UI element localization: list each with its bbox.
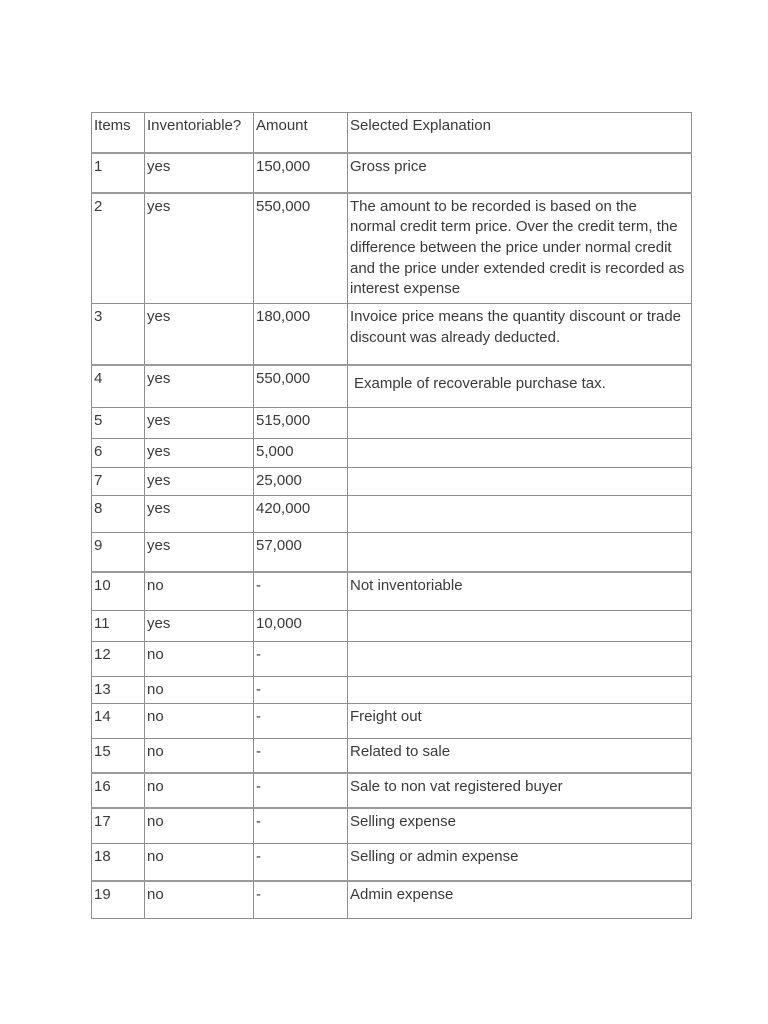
table-row: [92, 572, 692, 611]
cell-item: 4: [92, 365, 145, 408]
cell-amount: 10,000: [254, 611, 348, 642]
cell-explanation: [348, 439, 692, 468]
cell-inventoriable: no: [145, 773, 254, 808]
cell-explanation: The amount to be recorded is based on the normal credit term price. Over the credit term, the difference between the price under normal credit and the price under extended credit is recorded as interest expense: [348, 193, 692, 304]
cell-inventoriable: no: [145, 881, 254, 919]
cell-inventoriable: no: [145, 739, 254, 773]
cell-item: 15: [92, 739, 145, 773]
cell-item: 1: [92, 153, 145, 193]
cell-explanation: [348, 468, 692, 496]
table-row: [92, 439, 692, 468]
cell-inventoriable: no: [145, 844, 254, 881]
cell-amount: 420,000: [254, 496, 348, 533]
table-row: [92, 304, 692, 365]
cell-explanation: Gross price: [348, 153, 692, 193]
table-row: [92, 365, 692, 408]
table-row: [92, 642, 692, 677]
cell-item: 2: [92, 193, 145, 304]
table-row: [92, 704, 692, 739]
cell-amount: -: [254, 677, 348, 704]
cell-inventoriable: yes: [145, 533, 254, 572]
cell-item: 11: [92, 611, 145, 642]
table-row: [92, 533, 692, 572]
cell-explanation: [348, 533, 692, 572]
cell-amount: -: [254, 739, 348, 773]
column-header-amount: Amount: [254, 113, 348, 153]
cell-amount: 57,000: [254, 533, 348, 572]
cell-amount: 550,000: [254, 193, 348, 304]
cell-inventoriable: yes: [145, 193, 254, 304]
cell-inventoriable: yes: [145, 408, 254, 439]
cell-item: 12: [92, 642, 145, 677]
cell-amount: -: [254, 642, 348, 677]
cell-inventoriable: yes: [145, 496, 254, 533]
table-header-row: [92, 113, 692, 153]
cell-amount: 550,000: [254, 365, 348, 408]
cell-item: 9: [92, 533, 145, 572]
table-body: [92, 153, 692, 919]
table-row: [92, 844, 692, 881]
cell-item: 7: [92, 468, 145, 496]
cell-item: 17: [92, 808, 145, 844]
cell-inventoriable: yes: [145, 439, 254, 468]
cell-explanation: Related to sale: [348, 739, 692, 773]
cell-amount: -: [254, 704, 348, 739]
table-row: [92, 193, 692, 304]
column-header-explanation: Selected Explanation: [348, 113, 692, 153]
cell-item: 6: [92, 439, 145, 468]
table-row: [92, 773, 692, 808]
cell-item: 10: [92, 572, 145, 611]
cell-explanation: [348, 408, 692, 439]
table-row: [92, 496, 692, 533]
cell-amount: 25,000: [254, 468, 348, 496]
table-row: [92, 611, 692, 642]
cell-inventoriable: yes: [145, 611, 254, 642]
cell-amount: -: [254, 844, 348, 881]
cell-amount: 515,000: [254, 408, 348, 439]
cell-explanation: [348, 642, 692, 677]
cell-inventoriable: no: [145, 677, 254, 704]
cell-inventoriable: no: [145, 808, 254, 844]
cell-inventoriable: yes: [145, 153, 254, 193]
cell-amount: -: [254, 881, 348, 919]
cell-amount: -: [254, 808, 348, 844]
table-row: [92, 677, 692, 704]
cell-inventoriable: yes: [145, 365, 254, 408]
cell-item: 8: [92, 496, 145, 533]
column-header-inventoriable: Inventoriable?: [145, 113, 254, 153]
cell-inventoriable: yes: [145, 304, 254, 365]
inventory-items-table: [91, 112, 692, 919]
cell-explanation: Sale to non vat registered buyer: [348, 773, 692, 808]
cell-explanation: Example of recoverable purchase tax.: [348, 365, 692, 408]
cell-amount: 180,000: [254, 304, 348, 365]
cell-explanation: Freight out: [348, 704, 692, 739]
table-row: [92, 468, 692, 496]
cell-inventoriable: no: [145, 572, 254, 611]
cell-inventoriable: no: [145, 642, 254, 677]
cell-explanation: Not inventoriable: [348, 572, 692, 611]
cell-explanation: Admin expense: [348, 881, 692, 919]
table-row: [92, 739, 692, 773]
cell-amount: 5,000: [254, 439, 348, 468]
table-row: [92, 153, 692, 193]
cell-explanation: Selling expense: [348, 808, 692, 844]
cell-amount: -: [254, 773, 348, 808]
cell-amount: -: [254, 572, 348, 611]
cell-explanation: Selling or admin expense: [348, 844, 692, 881]
table-row: [92, 808, 692, 844]
cell-explanation: [348, 496, 692, 533]
cell-explanation: [348, 677, 692, 704]
table-row: [92, 881, 692, 919]
cell-item: 13: [92, 677, 145, 704]
cell-explanation: [348, 611, 692, 642]
cell-item: 3: [92, 304, 145, 365]
cell-item: 14: [92, 704, 145, 739]
cell-item: 18: [92, 844, 145, 881]
cell-inventoriable: yes: [145, 468, 254, 496]
table-row: [92, 408, 692, 439]
cell-explanation: Invoice price means the quantity discount or trade discount was already deducted.: [348, 304, 692, 365]
column-header-items: Items: [92, 113, 145, 153]
cell-inventoriable: no: [145, 704, 254, 739]
cell-item: 16: [92, 773, 145, 808]
cell-amount: 150,000: [254, 153, 348, 193]
cell-item: 5: [92, 408, 145, 439]
cell-item: 19: [92, 881, 145, 919]
